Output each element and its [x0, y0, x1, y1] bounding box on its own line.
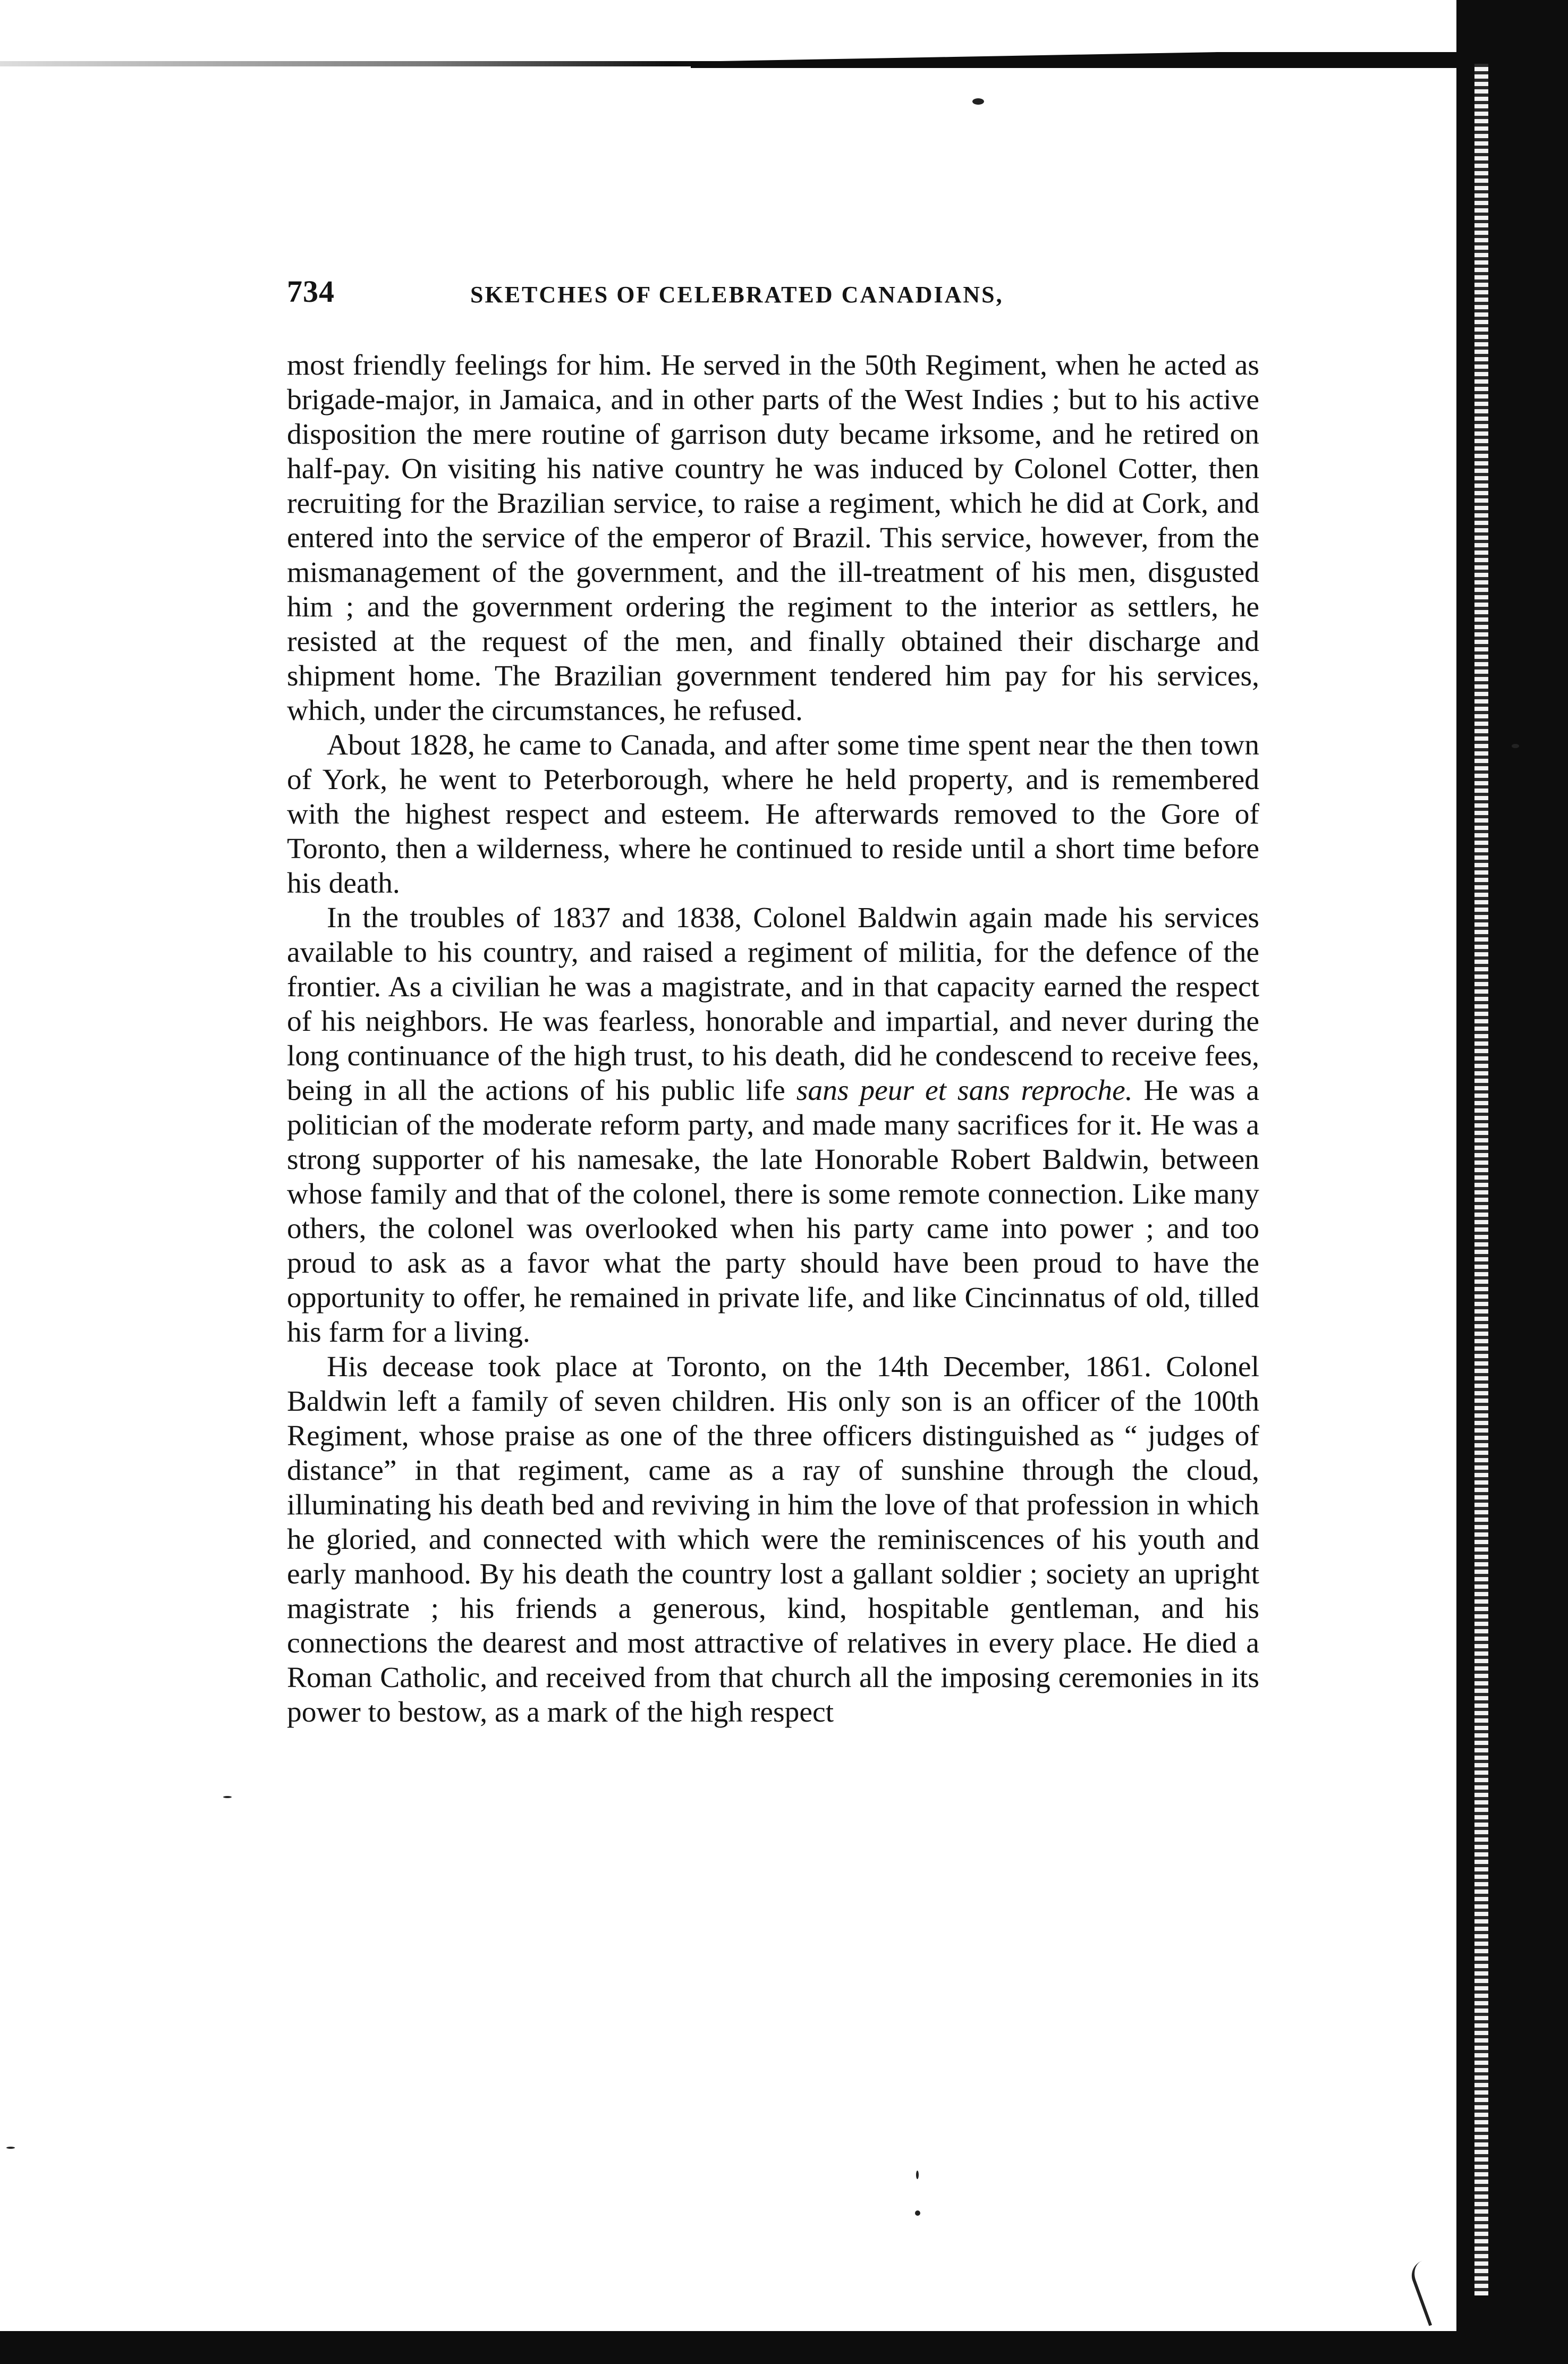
- scan-speck: [6, 2147, 15, 2149]
- paragraph-3-italic-phrase: sans peur et sans reproche.: [796, 1074, 1133, 1107]
- scan-edge-bottom: [0, 2331, 1568, 2364]
- scan-curl-mark: [1407, 2254, 1462, 2326]
- paragraph-2: About 1828, he came to Canada, and after some time spent near the then town of York, he went to Peterborough, where he held property, and is remembered with the highest respect and esteem. He afterwards removed to the Gore of Toronto, then a wilderness, where he continued to reside until a short time before his death.: [287, 729, 1259, 900]
- scan-edge-right-stripes: [1474, 64, 1488, 2295]
- paragraph-3-text-a: In the troubles of 1837 and 1838, Colonel Baldwin again made his services available to his country, and raised a regiment of militia, for the defence of the frontier. As a civilian he was a magistrate, and in that capacity earned the respect of his neighbors. He was fearless, honorable and impartial, and never during the long continuance of the high trust, to his death, did he condescend to receive fees, being in all the actions of his public life: [287, 902, 1259, 1107]
- body-text: [287, 348, 1259, 1730]
- scan-speck: [1512, 744, 1519, 748]
- running-head: SKETCHES OF CELEBRATED CANADIANS,: [470, 282, 1004, 308]
- scan-speck: [972, 98, 984, 105]
- page-number: 734: [287, 274, 335, 309]
- scan-edge-right: [1456, 0, 1568, 2364]
- paragraph-4: His decease took place at Toronto, on the 14th December, 1861. Colonel Baldwin left a family of seven children. His only son is an officer of the 100th Regiment, whose praise as one of the three officers distinguished as “ judges of distance” in that regiment, came as a ray of sunshine through the cloud, illuminating his death bed and reviving in him the love of that profession in which he gloried, and connected with which were the reminiscences of his youth and early manhood. By his death the country lost a gallant soldier ; society an upright magistrate ; his friends a generous, kind, hospitable gentleman, and his connections the dearest and most attractive of relatives in every place. He died a Roman Catholic, and received from that church all the imposing ceremonies in its power to bestow, as a mark of the high respect: [287, 1351, 1259, 1728]
- scan-speck: [223, 1796, 232, 1798]
- scan-edge-top-dark: [691, 52, 1568, 68]
- page-header: [287, 274, 1259, 321]
- scan-speck: [915, 2210, 920, 2216]
- paragraph-3-text-b: He was a politician of the moderate reform party, and made many sacrifices for it. He was a strong supporter of his namesake, the late Honorable Robert Baldwin, between whose family and that of the colonel, there is some remote connection. Like many others, the colonel was overlooked when his party came into power ; and too proud to ask as a favor what the party should have been proud to have the opportunity to offer, he remained in private life, and like Cincinnatus of old, tilled his farm for a living.: [287, 1074, 1259, 1349]
- paragraph-3: [287, 901, 1259, 1350]
- paragraph-1: most friendly feelings for him. He served in the 50th Regiment, when he acted as brigade-major, in Jamaica, and in other parts of the West Indies ; but to his active disposition the mere routine of garrison duty became irksome, and he retired on half-pay. On visiting his native country he was induced by Colonel Cotter, then recruiting for the Brazilian service, to raise a regiment, which he did at Cork, and entered into the service of the emperor of Brazil. This service, however, from the mismanagement of the government, and the ill-treatment of his men, disgusted him ; and the government ordering the regiment to the interior as settlers, he resisted at the request of the men, and finally obtained their discharge and shipment home. The Brazilian government tendered him pay for his services, which, under the circumstances, he refused.: [287, 349, 1259, 727]
- scan-speck: [916, 2171, 919, 2179]
